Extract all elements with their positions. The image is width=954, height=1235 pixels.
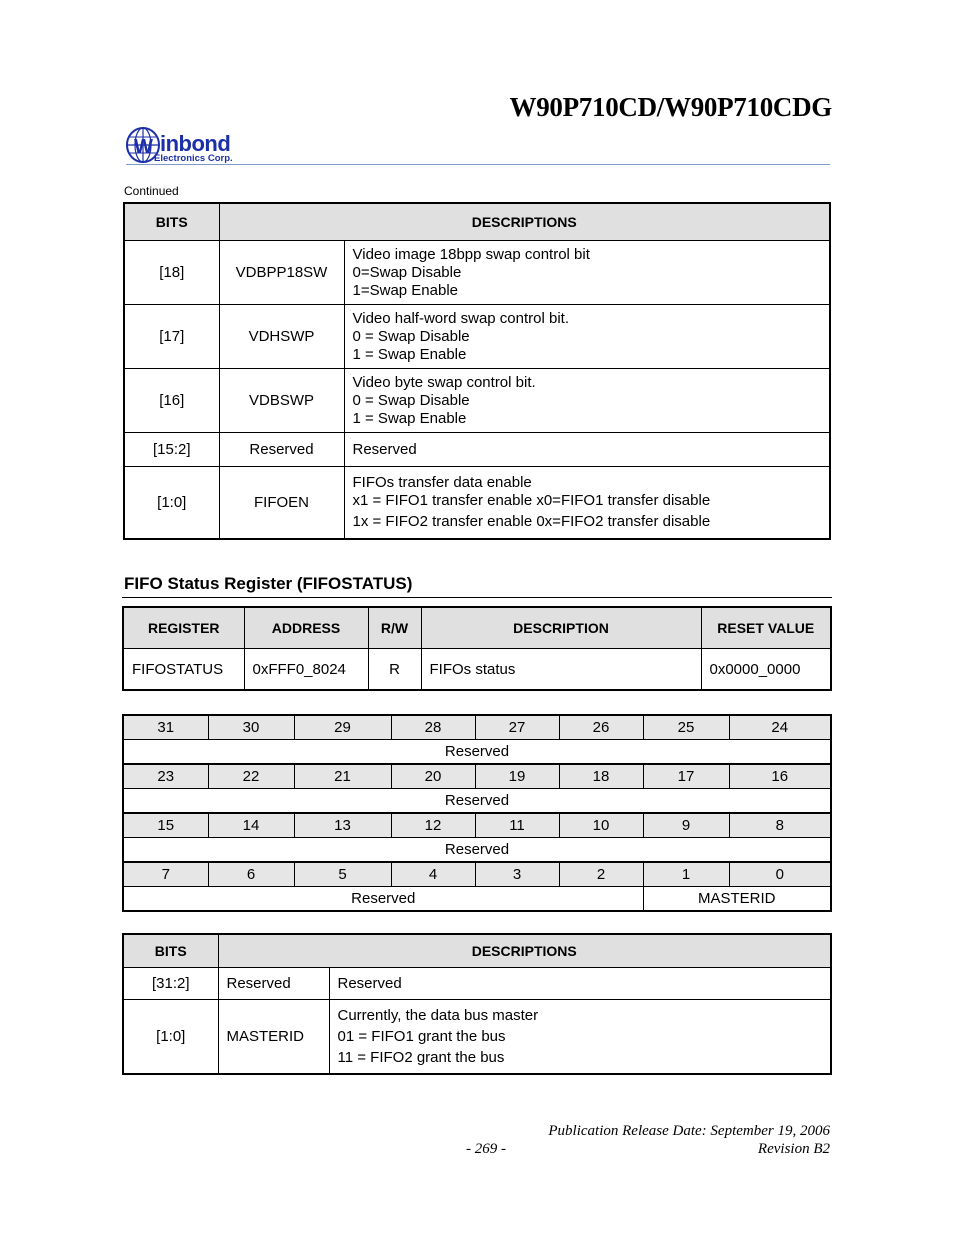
bit-field: Reserved [123,838,831,863]
masterid-description-table [122,933,832,1075]
table-row [124,305,830,369]
field-name-cell: Reserved [218,968,329,1000]
field-name-cell: VDBPP18SW [219,241,344,305]
bit-field: Reserved [123,740,831,765]
description-line: Video byte swap control bit. [352,373,536,391]
bit-number: 17 [643,764,729,789]
description-cell [344,305,830,369]
winbond-logo [126,126,256,166]
bit-number: 14 [208,813,294,838]
bit-number: 13 [294,813,391,838]
description-line: 1x = FIFO2 transfer enable 0x=FIFO2 transfer disable [352,512,711,530]
bits-cell: [18] [124,241,219,305]
bit-field: Reserved [123,887,643,912]
logo-brand: inbond [160,131,231,156]
bit-field-row [123,740,831,765]
table-row [123,968,831,1000]
bit-number-row [123,862,831,887]
rw-cell: R [368,649,421,691]
revision: Revision B2 [757,1141,830,1157]
bit-number: 0 [729,862,831,887]
field-name-cell: FIFOEN [219,467,344,539]
table-row [123,649,831,691]
description-line: 0=Swap Disable [352,263,462,281]
description-cell [344,467,830,539]
bit-field-row [123,838,831,863]
table-row [124,467,830,539]
bits-cell: [15:2] [124,433,219,467]
bit-number: 1 [643,862,729,887]
reset-value-cell: 0x0000_0000 [701,649,831,691]
field-name-cell: VDBSWP [219,369,344,433]
table-row [124,369,830,433]
header-bits: BITS [124,203,219,241]
description-line: FIFOs transfer data enable [352,473,532,491]
bit-number-row [123,813,831,838]
bit-description-table [123,202,831,540]
description-line: x1 = FIFO1 transfer enable x0=FIFO1 transfer disable [352,491,711,509]
bit-number: 20 [391,764,475,789]
bits-cell: [16] [124,369,219,433]
description-line: Reserved [352,440,417,458]
page-number: - 269 - [466,1141,506,1157]
bit-number: 31 [123,715,208,740]
description-line: 0 = Swap Disable [352,391,470,409]
bit-number: 27 [475,715,559,740]
bit-layout-table [122,714,832,912]
header-descriptions: DESCRIPTIONS [219,203,830,241]
bit-number: 25 [643,715,729,740]
bit-number: 6 [208,862,294,887]
header-rw: R/W [368,607,421,649]
bit-number: 16 [729,764,831,789]
bits-cell: [31:2] [123,968,218,1000]
bit-number: 18 [559,764,643,789]
field-name-cell: MASTERID [218,1000,329,1074]
bit-number: 4 [391,862,475,887]
description-line: 01 = FIFO1 grant the bus [337,1027,506,1045]
description-line: 0 = Swap Disable [352,327,470,345]
bit-number: 26 [559,715,643,740]
bit-number: 23 [123,764,208,789]
bit-number: 29 [294,715,391,740]
publication-date: Publication Release Date: September 19, 2006 [548,1123,830,1139]
section-title: FIFO Status Register (FIFOSTATUS) [124,574,413,593]
table-row [124,433,830,467]
bit-number: 15 [123,813,208,838]
register-name-cell: FIFOSTATUS [123,649,244,691]
bits-cell: [17] [124,305,219,369]
address-cell: 0xFFF0_8024 [244,649,368,691]
description-line: 11 = FIFO2 grant the bus [337,1048,505,1066]
svg-text:W: W [134,136,153,158]
bit-number: 19 [475,764,559,789]
table-row [124,241,830,305]
bit-number: 3 [475,862,559,887]
description-cell [344,433,830,467]
field-name-cell: Reserved [219,433,344,467]
description-cell [329,968,831,1000]
bit-number-row [123,715,831,740]
description-cell [329,1000,831,1074]
description-line: Video image 18bpp swap control bit [352,245,590,263]
bit-number: 21 [294,764,391,789]
bit-number: 7 [123,862,208,887]
continued-label: Continued [124,184,179,198]
bit-number: 11 [475,813,559,838]
logo-subtitle: Electronics Corp. [154,153,233,164]
bits-cell: [1:0] [123,1000,218,1074]
field-name-cell: VDHSWP [219,305,344,369]
bit-number: 8 [729,813,831,838]
description-line: Video half-word swap control bit. [352,309,570,327]
description-line: Currently, the data bus master [337,1006,539,1024]
description-cell [344,369,830,433]
section-rule [122,597,832,598]
description-cell: FIFOs status [421,649,701,691]
header-register: REGISTER [123,607,244,649]
bit-number: 28 [391,715,475,740]
description-line: 1=Swap Enable [352,281,458,299]
bit-number: 9 [643,813,729,838]
description-line: 1 = Swap Enable [352,345,467,363]
register-table [122,606,832,691]
bit-number: 5 [294,862,391,887]
bit-number: 22 [208,764,294,789]
table-row [123,1000,831,1074]
header-reset-value: RESET VALUE [701,607,831,649]
description-line: 1 = Swap Enable [352,409,467,427]
bit-number-row [123,764,831,789]
header-rule [126,164,830,165]
bit-number: 10 [559,813,643,838]
bit-field-row [123,789,831,814]
description-cell [344,241,830,305]
bit-field-row [123,887,831,912]
bit-field: Reserved [123,789,831,814]
document-title: W90P710CD/W90P710CDG [509,92,832,122]
bit-number: 30 [208,715,294,740]
bits-cell: [1:0] [124,467,219,539]
bit-number: 24 [729,715,831,740]
header-descriptions: DESCRIPTIONS [218,934,831,968]
header-address: ADDRESS [244,607,368,649]
bit-number: 2 [559,862,643,887]
bit-number: 12 [391,813,475,838]
header-description: DESCRIPTION [421,607,701,649]
header-bits: BITS [123,934,218,968]
bit-field-masterid: MASTERID [643,887,831,912]
description-line: Reserved [337,975,402,992]
